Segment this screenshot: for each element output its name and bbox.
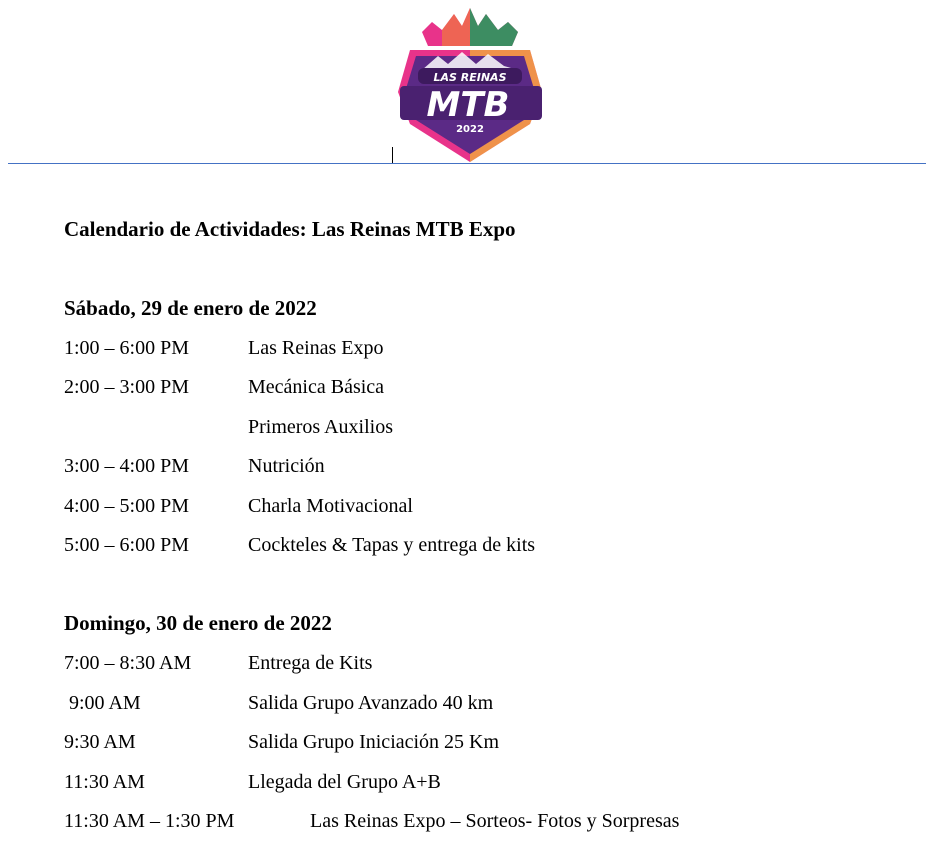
schedule-time: 3:00 – 4:00 PM	[64, 455, 190, 477]
schedule-time: 5:00 – 6:00 PM	[64, 534, 190, 556]
document-header	[0, 0, 934, 166]
schedule-row	[0, 455, 934, 483]
text-cursor	[392, 147, 393, 163]
schedule-row	[0, 652, 934, 680]
schedule-time: 11:30 AM – 1:30 PM	[64, 810, 235, 832]
schedule-row	[0, 731, 934, 759]
schedule-activity: Las Reinas Expo – Sorteos- Fotos y Sorpresas	[310, 810, 680, 832]
schedule-activity: Mecánica Básica	[248, 376, 385, 398]
logo-main-text: MTB	[426, 85, 510, 125]
schedule-time: 11:30 AM	[64, 771, 145, 793]
schedule-time: 9:00 AM	[64, 692, 141, 714]
schedule-activity: Nutrición	[248, 455, 325, 477]
schedule-row	[0, 810, 934, 838]
las-reinas-mtb-logo	[392, 4, 548, 164]
schedule-activity: Salida Grupo Iniciación 25 Km	[248, 731, 500, 753]
schedule-row	[0, 376, 934, 404]
day-heading-saturday: Sábado, 29 de enero de 2022	[64, 296, 317, 320]
schedule-activity: Entrega de Kits	[248, 652, 373, 674]
schedule-row	[0, 416, 934, 444]
page-title: Calendario de Actividades: Las Reinas MTB Expo	[64, 217, 516, 241]
schedule-time: 1:00 – 6:00 PM	[64, 337, 190, 359]
schedule-activity: Primeros Auxilios	[248, 416, 394, 438]
schedule-activity: Salida Grupo Avanzado 40 km	[248, 692, 494, 714]
schedule-row	[0, 692, 934, 720]
schedule-row	[0, 337, 934, 365]
logo-top-text: LAS REINAS	[433, 71, 507, 84]
schedule-row	[0, 534, 934, 562]
schedule-time: 4:00 – 5:00 PM	[64, 495, 190, 517]
schedule-time: 2:00 – 3:00 PM	[64, 376, 190, 398]
schedule-time: 7:00 – 8:30 AM	[64, 652, 192, 674]
schedule-time: 9:30 AM	[64, 731, 136, 753]
schedule-activity: Charla Motivacional	[248, 495, 413, 517]
header-divider	[8, 163, 926, 164]
logo-year-text: 2022	[456, 124, 484, 135]
schedule-activity: Llegada del Grupo A+B	[248, 771, 441, 793]
schedule-activity: Las Reinas Expo	[248, 337, 384, 359]
schedule-row	[0, 771, 934, 799]
schedule-activity: Cockteles & Tapas y entrega de kits	[248, 534, 536, 556]
day-heading-sunday: Domingo, 30 de enero de 2022	[64, 611, 332, 635]
schedule-row	[0, 495, 934, 523]
